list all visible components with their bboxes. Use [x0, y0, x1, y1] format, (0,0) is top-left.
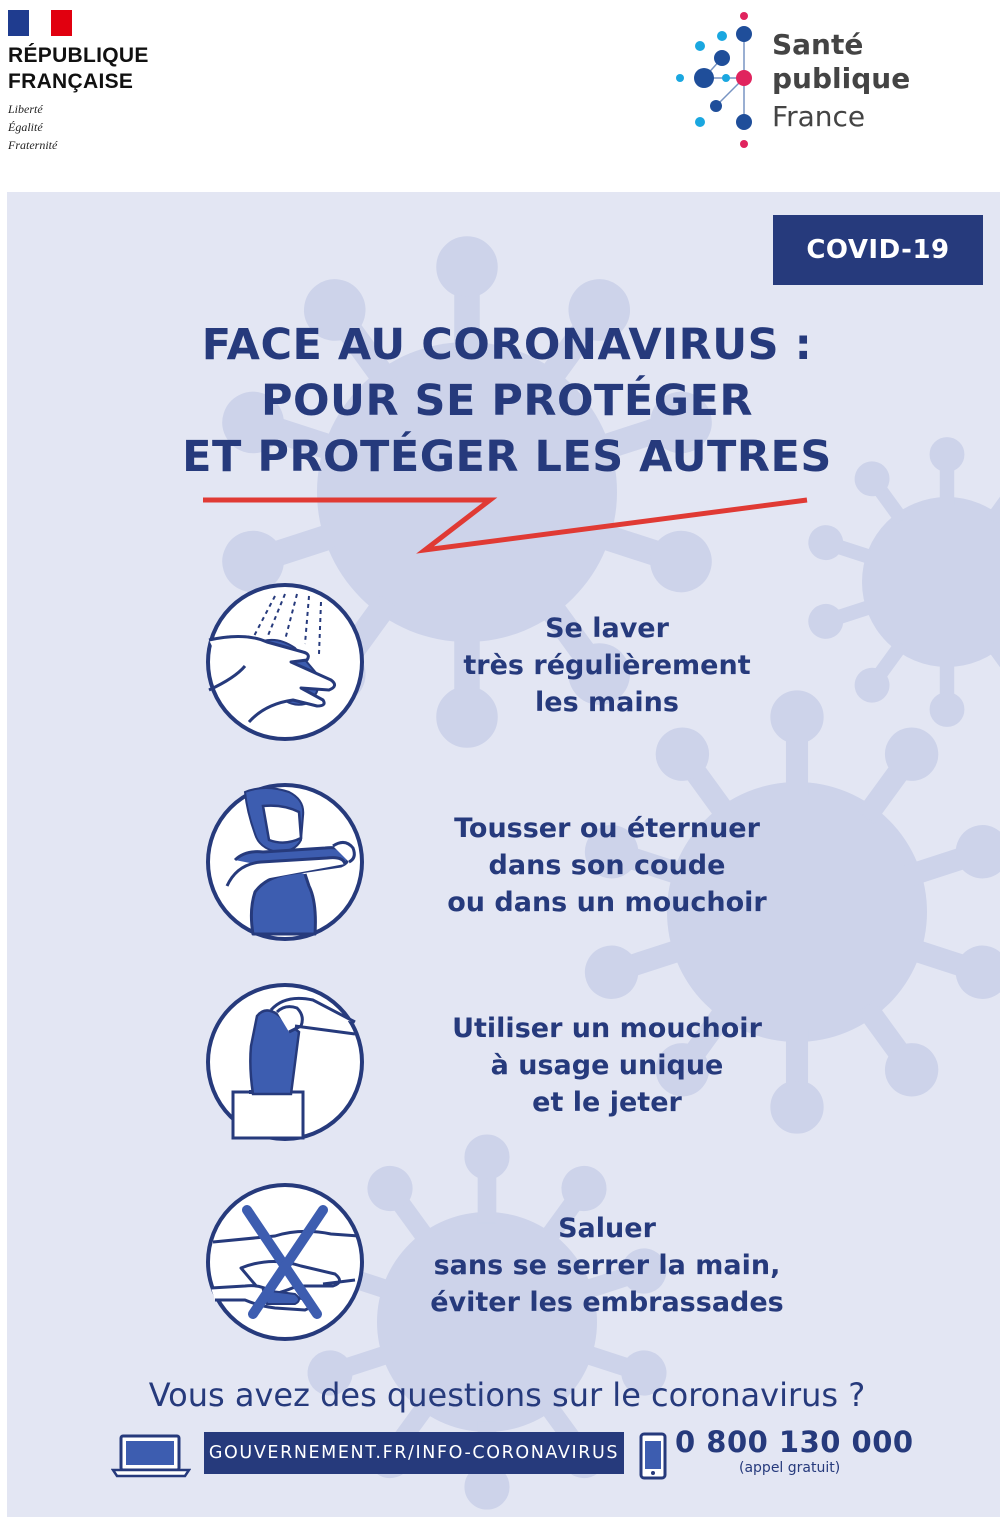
gesture-3-line-2: à usage unique [490, 1050, 724, 1081]
gesture-4-line-1: Saluer [558, 1213, 656, 1244]
gesture-2-line-1: Tousser ou éternuer [454, 813, 760, 844]
motto-egalite: Égalité [8, 120, 43, 134]
spf-word-publique: publique [772, 62, 911, 95]
speech-bubble-underline-icon [7, 192, 1000, 592]
gesture-3-line-1: Utiliser un mouchoir [452, 1013, 762, 1044]
title-line-3: ET PROTÉGER LES AUTRES [182, 432, 832, 482]
gesture-3-line-3: et le jeter [532, 1087, 682, 1118]
phone-note: (appel gratuit) [739, 1460, 841, 1476]
title-line-1: FACE AU CORONAVIRUS : [201, 320, 813, 370]
no-handshake-icon [205, 1182, 365, 1342]
gesture-4-line-2: sans se serrer la main, [433, 1250, 781, 1281]
questions-heading: Vous avez des questions sur le coronavirus ? [148, 1376, 866, 1414]
laptop-icon [111, 1434, 191, 1478]
rf-name-line1: RÉPUBLIQUE [8, 44, 149, 67]
title-line-2: POUR SE PROTÉGER [260, 376, 754, 426]
gesture-text-1 [387, 610, 827, 721]
republique-francaise-logo [8, 10, 188, 160]
cough-elbow-icon [205, 782, 365, 942]
phone-number[interactable]: 0 800 130 000 [675, 1425, 914, 1459]
spf-word-sante: Santé [772, 28, 864, 61]
gesture-text-4 [387, 1210, 827, 1321]
poster [7, 192, 1000, 1517]
smartphone-icon [639, 1432, 667, 1480]
gesture-1-line-1: Se laver [545, 613, 669, 644]
info-coronavirus-link[interactable]: GOUVERNEMENT.FR/INFO-CORONAVIRUS [204, 1432, 624, 1474]
motto-fraternite: Fraternité [8, 138, 58, 152]
gesture-1-line-3: les mains [535, 687, 679, 718]
spf-word-france: France [772, 100, 866, 133]
motto-liberte: Liberté [8, 102, 43, 116]
gesture-text-2 [387, 810, 827, 921]
tissue-icon [205, 982, 365, 1142]
gesture-1-line-2: très régulièrement [463, 650, 751, 681]
gesture-4-line-3: éviter les embrassades [430, 1287, 784, 1318]
french-flag-icon [8, 10, 72, 36]
rf-name-line2: FRANÇAISE [8, 70, 134, 93]
sante-publique-france-logo [676, 10, 936, 150]
gesture-2-line-2: dans son coude [488, 850, 726, 881]
spf-network-icon [676, 10, 766, 150]
gesture-text-3 [387, 1010, 827, 1121]
hand-washing-icon [205, 582, 365, 742]
covid-19-badge: COVID-19 [773, 215, 983, 285]
gesture-2-line-3: ou dans un mouchoir [447, 887, 767, 918]
